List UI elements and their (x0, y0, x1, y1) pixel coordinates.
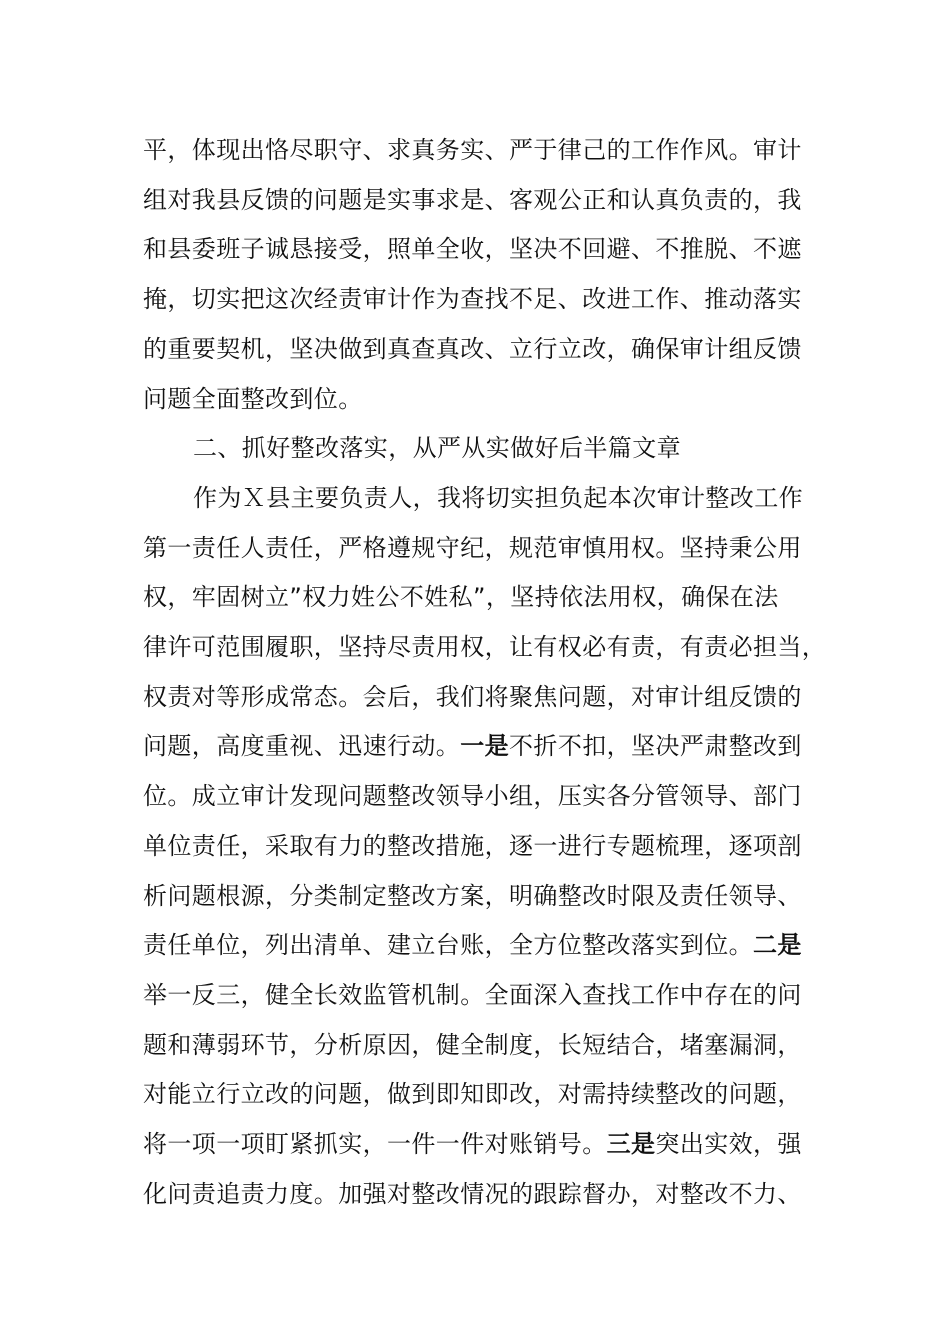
text-line: 权责对等形成常态。会后，我们将聚焦问题，对审计组反馈的 (143, 682, 802, 711)
emphasis-first: 一是 (460, 732, 510, 761)
paragraph-intro (143, 126, 803, 424)
text-line: 作为Ｘ县主要负责人，我将切实担负起本次审计整改工作 (193, 483, 803, 512)
text-line: 化问责追责力度。加强对整改情况的跟踪督办，对整改不力、 (143, 1179, 802, 1208)
text-line (143, 1120, 803, 1170)
text-segment: 不折不扣，坚决严肃整改到 (509, 732, 802, 761)
text-line: 掩，切实把这次经责审计作为查找不足、改进工作、推动落实 (143, 285, 802, 314)
text-line: 律许可范围履职，坚持尽责用权，让有权必有责，有责必担当， (143, 633, 827, 662)
document-body (143, 126, 827, 1219)
text-line: 单位责任，采取有力的整改措施，逐一进行专题梳理，逐项剖 (143, 831, 802, 860)
emphasis-third: 三是 (606, 1130, 656, 1159)
text-line (143, 722, 803, 772)
paragraph-rectification (143, 474, 827, 1220)
text-line: 问题全面整改到位。 (143, 384, 363, 413)
text-line: 举一反三，健全长效监管机制。全面深入查找工作中存在的问 (143, 980, 802, 1009)
text-segment: 问题，高度重视、迅速行动。 (143, 732, 461, 761)
text-segment: 将一项一项盯紧抓实，一件一件对账销号。 (143, 1130, 607, 1159)
text-line: 析问题根源，分类制定整改方案，明确整改时限及责任领导、 (143, 881, 802, 910)
text-line (143, 921, 803, 971)
text-line: 位。成立审计发现问题整改领导小组，压实各分管领导、部门 (143, 782, 802, 811)
text-line: 对能立行立改的问题，做到即知即改，对需持续整改的问题， (143, 1080, 802, 1109)
text-segment: 突出实效，强 (655, 1130, 802, 1159)
section-heading: 二、抓好整改落实，从严从实做好后半篇文章 (193, 434, 681, 463)
text-line: 的重要契机，坚决做到真查真改、立行立改，确保审计组反馈 (143, 334, 802, 363)
text-line: 组对我县反馈的问题是实事求是、客观公正和认真负责的，我 (143, 185, 802, 214)
text-segment: 责任单位，列出清单、建立台账，全方位整改落实到位。 (143, 931, 753, 960)
text-line: 权，牢固树立”权力姓公不姓私”，坚持依法用权，确保在法 (143, 583, 779, 612)
text-line: 和县委班子诚恳接受，照单全收，坚决不回避、不推脱、不遮 (143, 235, 802, 264)
text-line: 平，体现出恪尽职守、求真务实、严于律己的工作作风。审计 (143, 136, 802, 164)
text-line: 题和薄弱环节，分析原因，健全制度，长短结合，堵塞漏洞， (143, 1030, 802, 1059)
text-line: 第一责任人责任，严格遵规守纪，规范审慎用权。坚持秉公用 (143, 533, 802, 562)
emphasis-second: 二是 (753, 931, 802, 960)
